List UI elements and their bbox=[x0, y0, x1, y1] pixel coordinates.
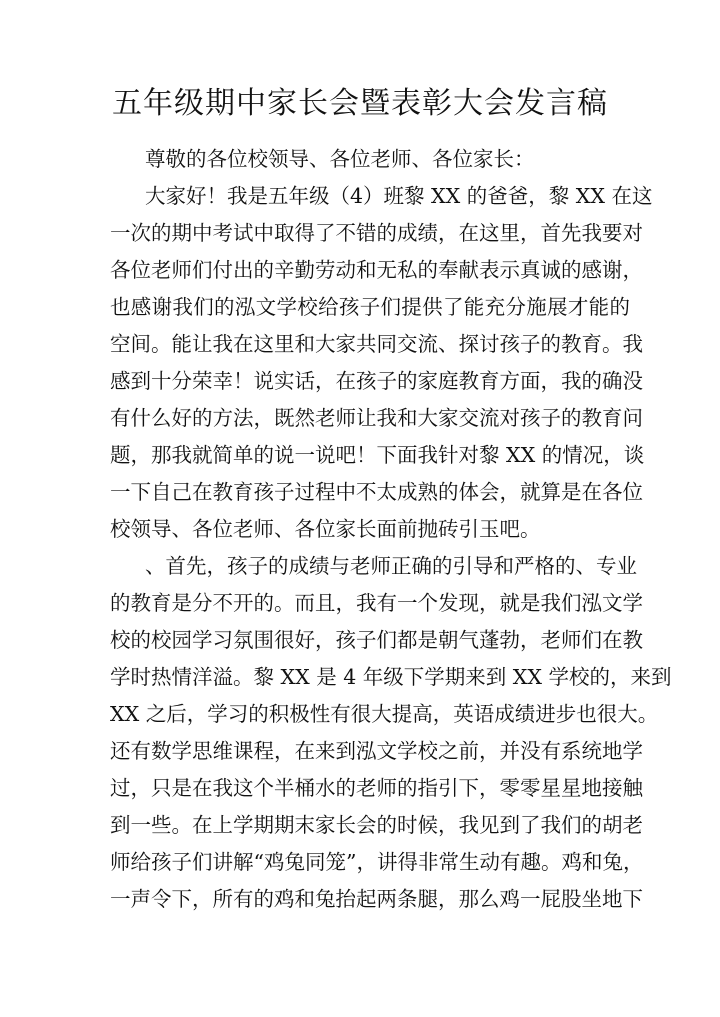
text-line: 学时热情洋溢。黎 XX 是 4 年级下学期来到 XX 学校的，来到 bbox=[110, 665, 672, 689]
text-line: 校的校园学习氛围很好，孩子们都是朝气蓬勃，老师们在教 bbox=[110, 628, 643, 652]
text-line: 题，那我就简单的说一说吧！下面我针对黎 XX 的情况，谈 bbox=[110, 443, 645, 467]
paragraph bbox=[110, 178, 653, 548]
salutation: 尊敬的各位校领导、各位老师、各位家长： bbox=[145, 147, 535, 171]
text-line: 到一些。在上学期期末家长会的时候，我见到了我们的胡老 bbox=[110, 813, 643, 837]
text-line: 有什么好的方法，既然老师让我和大家交流对孩子的教育问 bbox=[110, 406, 643, 430]
text-line: 校领导、各位老师、各位家长面前抛砖引玉吧。 bbox=[110, 517, 541, 541]
text-line: 大家好！我是五年级（4）班黎 XX 的爸爸，黎 XX 在这 bbox=[145, 184, 653, 208]
text-line: 过，只是在我这个半桶水的老师的指引下，零零星星地接触 bbox=[110, 776, 643, 800]
text-line: 师给孩子们讲解“鸡兔同笼”，讲得非常生动有趣。鸡和兔， bbox=[110, 850, 644, 874]
text-line: 、首先，孩子的成绩与老师正确的引导和严格的、专业 bbox=[145, 554, 637, 578]
text-line: 一声令下，所有的鸡和兔抬起两条腿，那么鸡一屁股坐地下 bbox=[110, 887, 643, 911]
text-line: 一下自己在教育孩子过程中不太成熟的体会，就算是在各位 bbox=[110, 480, 643, 504]
text-line: 空间。能让我在这里和大家共同交流、探讨孩子的教育。我 bbox=[110, 332, 643, 356]
document-title: 五年级期中家长会暨表彰大会发言稿 bbox=[112, 86, 608, 121]
text-line: 感到十分荣幸！说实话，在孩子的家庭教育方面，我的确没 bbox=[110, 369, 643, 393]
text-line: 也感谢我们的泓文学校给孩子们提供了能充分施展才能的 bbox=[110, 295, 630, 319]
text-line: 的教育是分不开的。而且，我有一个发现，就是我们泓文学 bbox=[110, 591, 643, 615]
text-line: XX 之后，学习的积极性有很大提高，英语成绩进步也很大。 bbox=[110, 702, 659, 726]
document-body bbox=[110, 141, 672, 918]
text-line: 还有数学思维课程，在来到泓文学校之前，并没有系统地学 bbox=[110, 739, 643, 763]
text-line: 各位老师们付出的辛勤劳动和无私的奉献表示真诚的感谢， bbox=[110, 258, 643, 282]
text-line: 一次的期中考试中取得了不错的成绩，在这里，首先我要对 bbox=[110, 221, 643, 245]
paragraph bbox=[110, 548, 672, 918]
